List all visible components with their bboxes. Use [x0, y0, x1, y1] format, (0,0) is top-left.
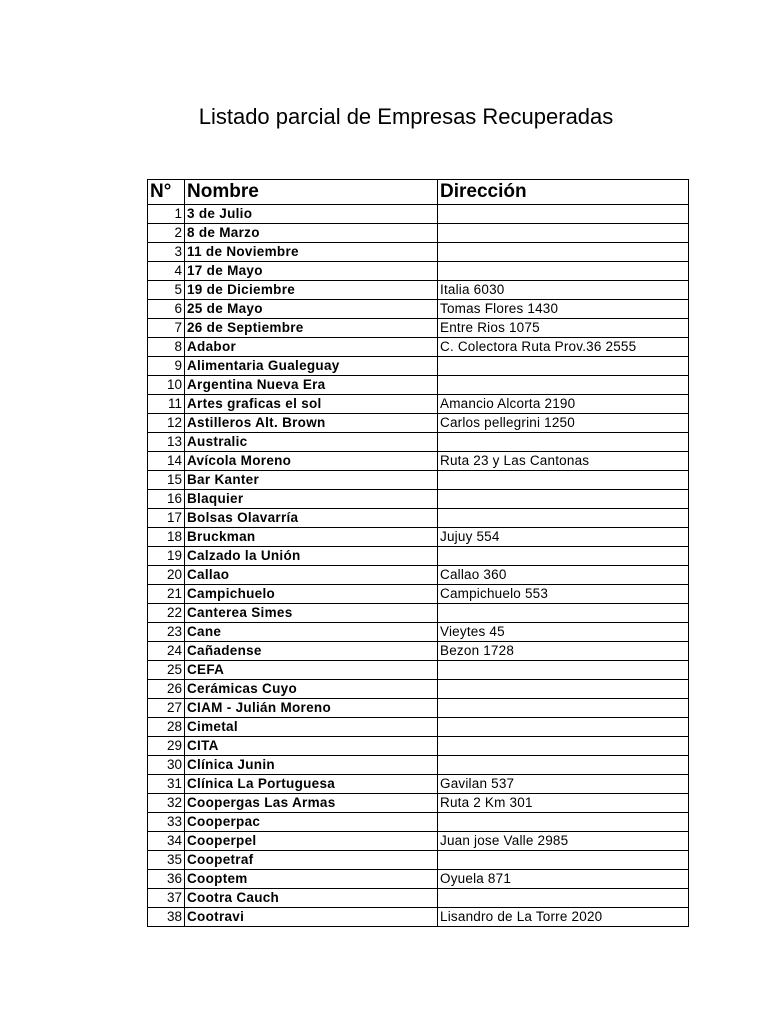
cell-number: 27 [148, 699, 185, 718]
cell-name: 19 de Diciembre [185, 281, 438, 300]
table-row [148, 338, 689, 357]
cell-name: Bar Kanter [185, 471, 438, 490]
cell-number: 18 [148, 528, 185, 547]
cell-address [438, 718, 689, 737]
cell-name: 26 de Septiembre [185, 319, 438, 338]
cell-address: Oyuela 871 [438, 870, 689, 889]
cell-number: 19 [148, 547, 185, 566]
cell-address: Campichuelo 553 [438, 585, 689, 604]
table-row [148, 547, 689, 566]
cell-name: Bolsas Olavarría [185, 509, 438, 528]
cell-address: Bezon 1728 [438, 642, 689, 661]
table-row [148, 528, 689, 547]
cell-address [438, 490, 689, 509]
cell-name: CITA [185, 737, 438, 756]
cell-address [438, 224, 689, 243]
cell-address: Lisandro de La Torre 2020 [438, 908, 689, 927]
cell-name: Cerámicas Cuyo [185, 680, 438, 699]
cell-address [438, 604, 689, 623]
cell-number: 5 [148, 281, 185, 300]
cell-name: Canterea Simes [185, 604, 438, 623]
cell-address: Italia 6030 [438, 281, 689, 300]
cell-number: 36 [148, 870, 185, 889]
cell-name: Clínica La Portuguesa [185, 775, 438, 794]
cell-number: 21 [148, 585, 185, 604]
cell-address [438, 756, 689, 775]
cell-number: 17 [148, 509, 185, 528]
cell-name: Campichuelo [185, 585, 438, 604]
cell-address: Carlos pellegrini 1250 [438, 414, 689, 433]
table-row [148, 433, 689, 452]
cell-name: Cane [185, 623, 438, 642]
cell-address: Tomas Flores 1430 [438, 300, 689, 319]
cell-address [438, 243, 689, 262]
table-row [148, 414, 689, 433]
cell-address: Entre Rios 1075 [438, 319, 689, 338]
cell-address [438, 889, 689, 908]
cell-number: 1 [148, 205, 185, 224]
table-row [148, 243, 689, 262]
cell-address: Callao 360 [438, 566, 689, 585]
page-title: Listado parcial de Empresas Recuperadas [198, 104, 614, 129]
cell-number: 9 [148, 357, 185, 376]
cell-number: 22 [148, 604, 185, 623]
cell-name: Cooperpel [185, 832, 438, 851]
cell-address [438, 205, 689, 224]
table-row [148, 908, 689, 927]
cell-address: Ruta 2 Km 301 [438, 794, 689, 813]
cell-name: Blaquier [185, 490, 438, 509]
cell-number: 23 [148, 623, 185, 642]
cell-name: Cooptem [185, 870, 438, 889]
table-row [148, 661, 689, 680]
cell-name: Cootra Cauch [185, 889, 438, 908]
cell-number: 24 [148, 642, 185, 661]
table-row [148, 490, 689, 509]
cell-address [438, 699, 689, 718]
column-header-address: Dirección [438, 180, 689, 205]
cell-number: 37 [148, 889, 185, 908]
cell-name: Australic [185, 433, 438, 452]
cell-address: Gavilan 537 [438, 775, 689, 794]
cell-number: 10 [148, 376, 185, 395]
cell-name: 25 de Mayo [185, 300, 438, 319]
table-row [148, 642, 689, 661]
column-header-name: Nombre [185, 180, 438, 205]
cell-name: Coopetraf [185, 851, 438, 870]
cell-name: Avícola Moreno [185, 452, 438, 471]
table-row [148, 395, 689, 414]
table-row [148, 262, 689, 281]
cell-name: Bruckman [185, 528, 438, 547]
cell-address [438, 813, 689, 832]
cell-name: Artes graficas el sol [185, 395, 438, 414]
cell-number: 13 [148, 433, 185, 452]
table-row [148, 623, 689, 642]
cell-number: 6 [148, 300, 185, 319]
cell-number: 3 [148, 243, 185, 262]
table-row [148, 870, 689, 889]
table-row [148, 205, 689, 224]
table-row [148, 832, 689, 851]
table-header-row [148, 180, 689, 205]
cell-number: 33 [148, 813, 185, 832]
cell-number: 14 [148, 452, 185, 471]
table-row [148, 794, 689, 813]
table-row [148, 756, 689, 775]
table-row [148, 509, 689, 528]
cell-number: 11 [148, 395, 185, 414]
cell-address [438, 433, 689, 452]
cell-number: 29 [148, 737, 185, 756]
cell-address: C. Colectora Ruta Prov.36 2555 [438, 338, 689, 357]
cell-number: 32 [148, 794, 185, 813]
table-row [148, 699, 689, 718]
table-row [148, 452, 689, 471]
cell-number: 4 [148, 262, 185, 281]
cell-address: Vieytes 45 [438, 623, 689, 642]
cell-number: 25 [148, 661, 185, 680]
cell-number: 35 [148, 851, 185, 870]
table-row [148, 281, 689, 300]
cell-number: 30 [148, 756, 185, 775]
cell-address [438, 851, 689, 870]
cell-address [438, 547, 689, 566]
cell-name: Alimentaria Gualeguay [185, 357, 438, 376]
table-row [148, 471, 689, 490]
table-row [148, 813, 689, 832]
table-row [148, 224, 689, 243]
cell-number: 20 [148, 566, 185, 585]
table-row [148, 737, 689, 756]
cell-number: 15 [148, 471, 185, 490]
cell-number: 26 [148, 680, 185, 699]
table-row [148, 357, 689, 376]
table-row [148, 319, 689, 338]
cell-address [438, 737, 689, 756]
cell-name: 11 de Noviembre [185, 243, 438, 262]
cell-address [438, 376, 689, 395]
table-row [148, 566, 689, 585]
table-row [148, 376, 689, 395]
cell-name: Adabor [185, 338, 438, 357]
cell-number: 8 [148, 338, 185, 357]
cell-number: 34 [148, 832, 185, 851]
table-row [148, 775, 689, 794]
cell-name: Cootravi [185, 908, 438, 927]
cell-number: 16 [148, 490, 185, 509]
table-row [148, 300, 689, 319]
table-row [148, 851, 689, 870]
cell-number: 7 [148, 319, 185, 338]
cell-name: CEFA [185, 661, 438, 680]
cell-number: 38 [148, 908, 185, 927]
cell-number: 12 [148, 414, 185, 433]
table-row [148, 585, 689, 604]
cell-name: Cañadense [185, 642, 438, 661]
cell-name: Argentina Nueva Era [185, 376, 438, 395]
cell-address [438, 471, 689, 490]
cell-number: 2 [148, 224, 185, 243]
cell-name: Cooperpac [185, 813, 438, 832]
cell-address: Ruta 23 y Las Cantonas [438, 452, 689, 471]
column-header-number: N° [148, 180, 185, 205]
cell-number: 28 [148, 718, 185, 737]
cell-address: Amancio Alcorta 2190 [438, 395, 689, 414]
cell-address [438, 661, 689, 680]
cell-number: 31 [148, 775, 185, 794]
cell-address [438, 357, 689, 376]
cell-name: Astilleros Alt. Brown [185, 414, 438, 433]
cell-name: Cimetal [185, 718, 438, 737]
cell-name: 3 de Julio [185, 205, 438, 224]
table-row [148, 718, 689, 737]
cell-name: Clínica Junin [185, 756, 438, 775]
table-row [148, 680, 689, 699]
cell-name: Callao [185, 566, 438, 585]
companies-table [147, 179, 689, 927]
cell-name: Coopergas Las Armas [185, 794, 438, 813]
cell-name: 8 de Marzo [185, 224, 438, 243]
table-row [148, 604, 689, 623]
cell-address [438, 680, 689, 699]
cell-name: Calzado la Unión [185, 547, 438, 566]
cell-address [438, 262, 689, 281]
cell-address: Jujuy 554 [438, 528, 689, 547]
table-row [148, 889, 689, 908]
cell-name: 17 de Mayo [185, 262, 438, 281]
table-body [148, 205, 689, 927]
cell-address [438, 509, 689, 528]
cell-name: CIAM - Julián Moreno [185, 699, 438, 718]
cell-address: Juan jose Valle 2985 [438, 832, 689, 851]
